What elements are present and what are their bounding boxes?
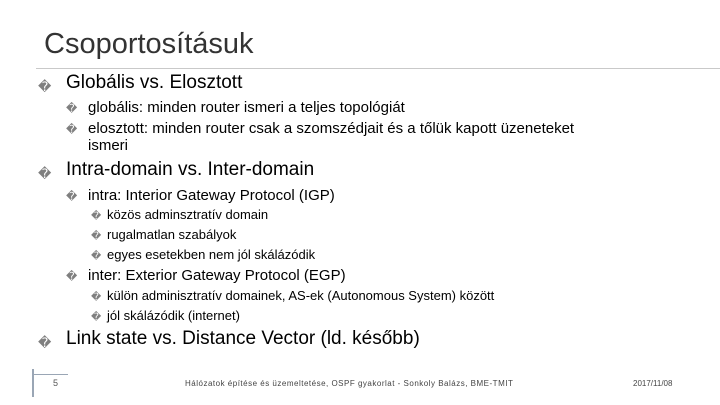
bullet-icon: � — [66, 123, 78, 136]
bullet-global-vs-distributed: Globális vs. Elosztott — [66, 72, 243, 93]
footer-text: Hálózatok építése és üzemeltetése, OSPF gyakorlat - Sonkoly Balázs, BME-TMIT — [185, 379, 514, 388]
bullet-link-state-vs-dv: Link state vs. Distance Vector (ld. később) — [66, 328, 420, 349]
bullet-igp: intra: Interior Gateway Protocol (IGP) — [88, 187, 335, 204]
slide-title: Csoportosításuk — [44, 28, 254, 60]
bullet-distributed: elosztott: minden router csak a szomszédjait és a tőlük kapott üzeneteket — [88, 120, 575, 137]
bullet-icon: � — [38, 336, 52, 351]
bullet-icon: � — [91, 231, 102, 242]
bullet-egp-separate-domains: külön adminisztratív domainek, AS-ek (Autonomous System) között — [107, 288, 495, 303]
bullet-distributed-continued: ismeri — [88, 137, 128, 154]
bullet-icon: � — [91, 312, 102, 323]
bullet-icon: � — [66, 102, 78, 115]
bullet-icon: � — [91, 251, 102, 262]
bullet-icon: � — [38, 167, 52, 182]
bullet-igp-rigid-rules: rugalmatlan szabályok — [107, 227, 237, 242]
bullet-icon: � — [38, 80, 52, 95]
page-number: 5 — [53, 378, 59, 388]
bullet-icon: � — [91, 292, 102, 303]
bullet-egp: inter: Exterior Gateway Protocol (EGP) — [88, 267, 346, 284]
footer-accent-line — [34, 374, 68, 375]
bullet-icon: � — [91, 211, 102, 222]
bullet-icon: � — [66, 270, 78, 283]
footer-date: 2017/11/08 — [633, 379, 673, 388]
bullet-igp-common-domain: közös adminsztratív domain — [107, 207, 269, 222]
bullet-icon: � — [66, 190, 78, 203]
bullet-egp-scales-well: jól skálázódik (internet) — [107, 308, 240, 323]
bullet-intra-vs-inter: Intra-domain vs. Inter-domain — [66, 159, 315, 180]
bullet-igp-scaling: egyes esetekben nem jól skálázódik — [107, 247, 316, 262]
title-divider — [36, 68, 720, 69]
bullet-global: globális: minden router ismeri a teljes topológiát — [88, 99, 405, 116]
